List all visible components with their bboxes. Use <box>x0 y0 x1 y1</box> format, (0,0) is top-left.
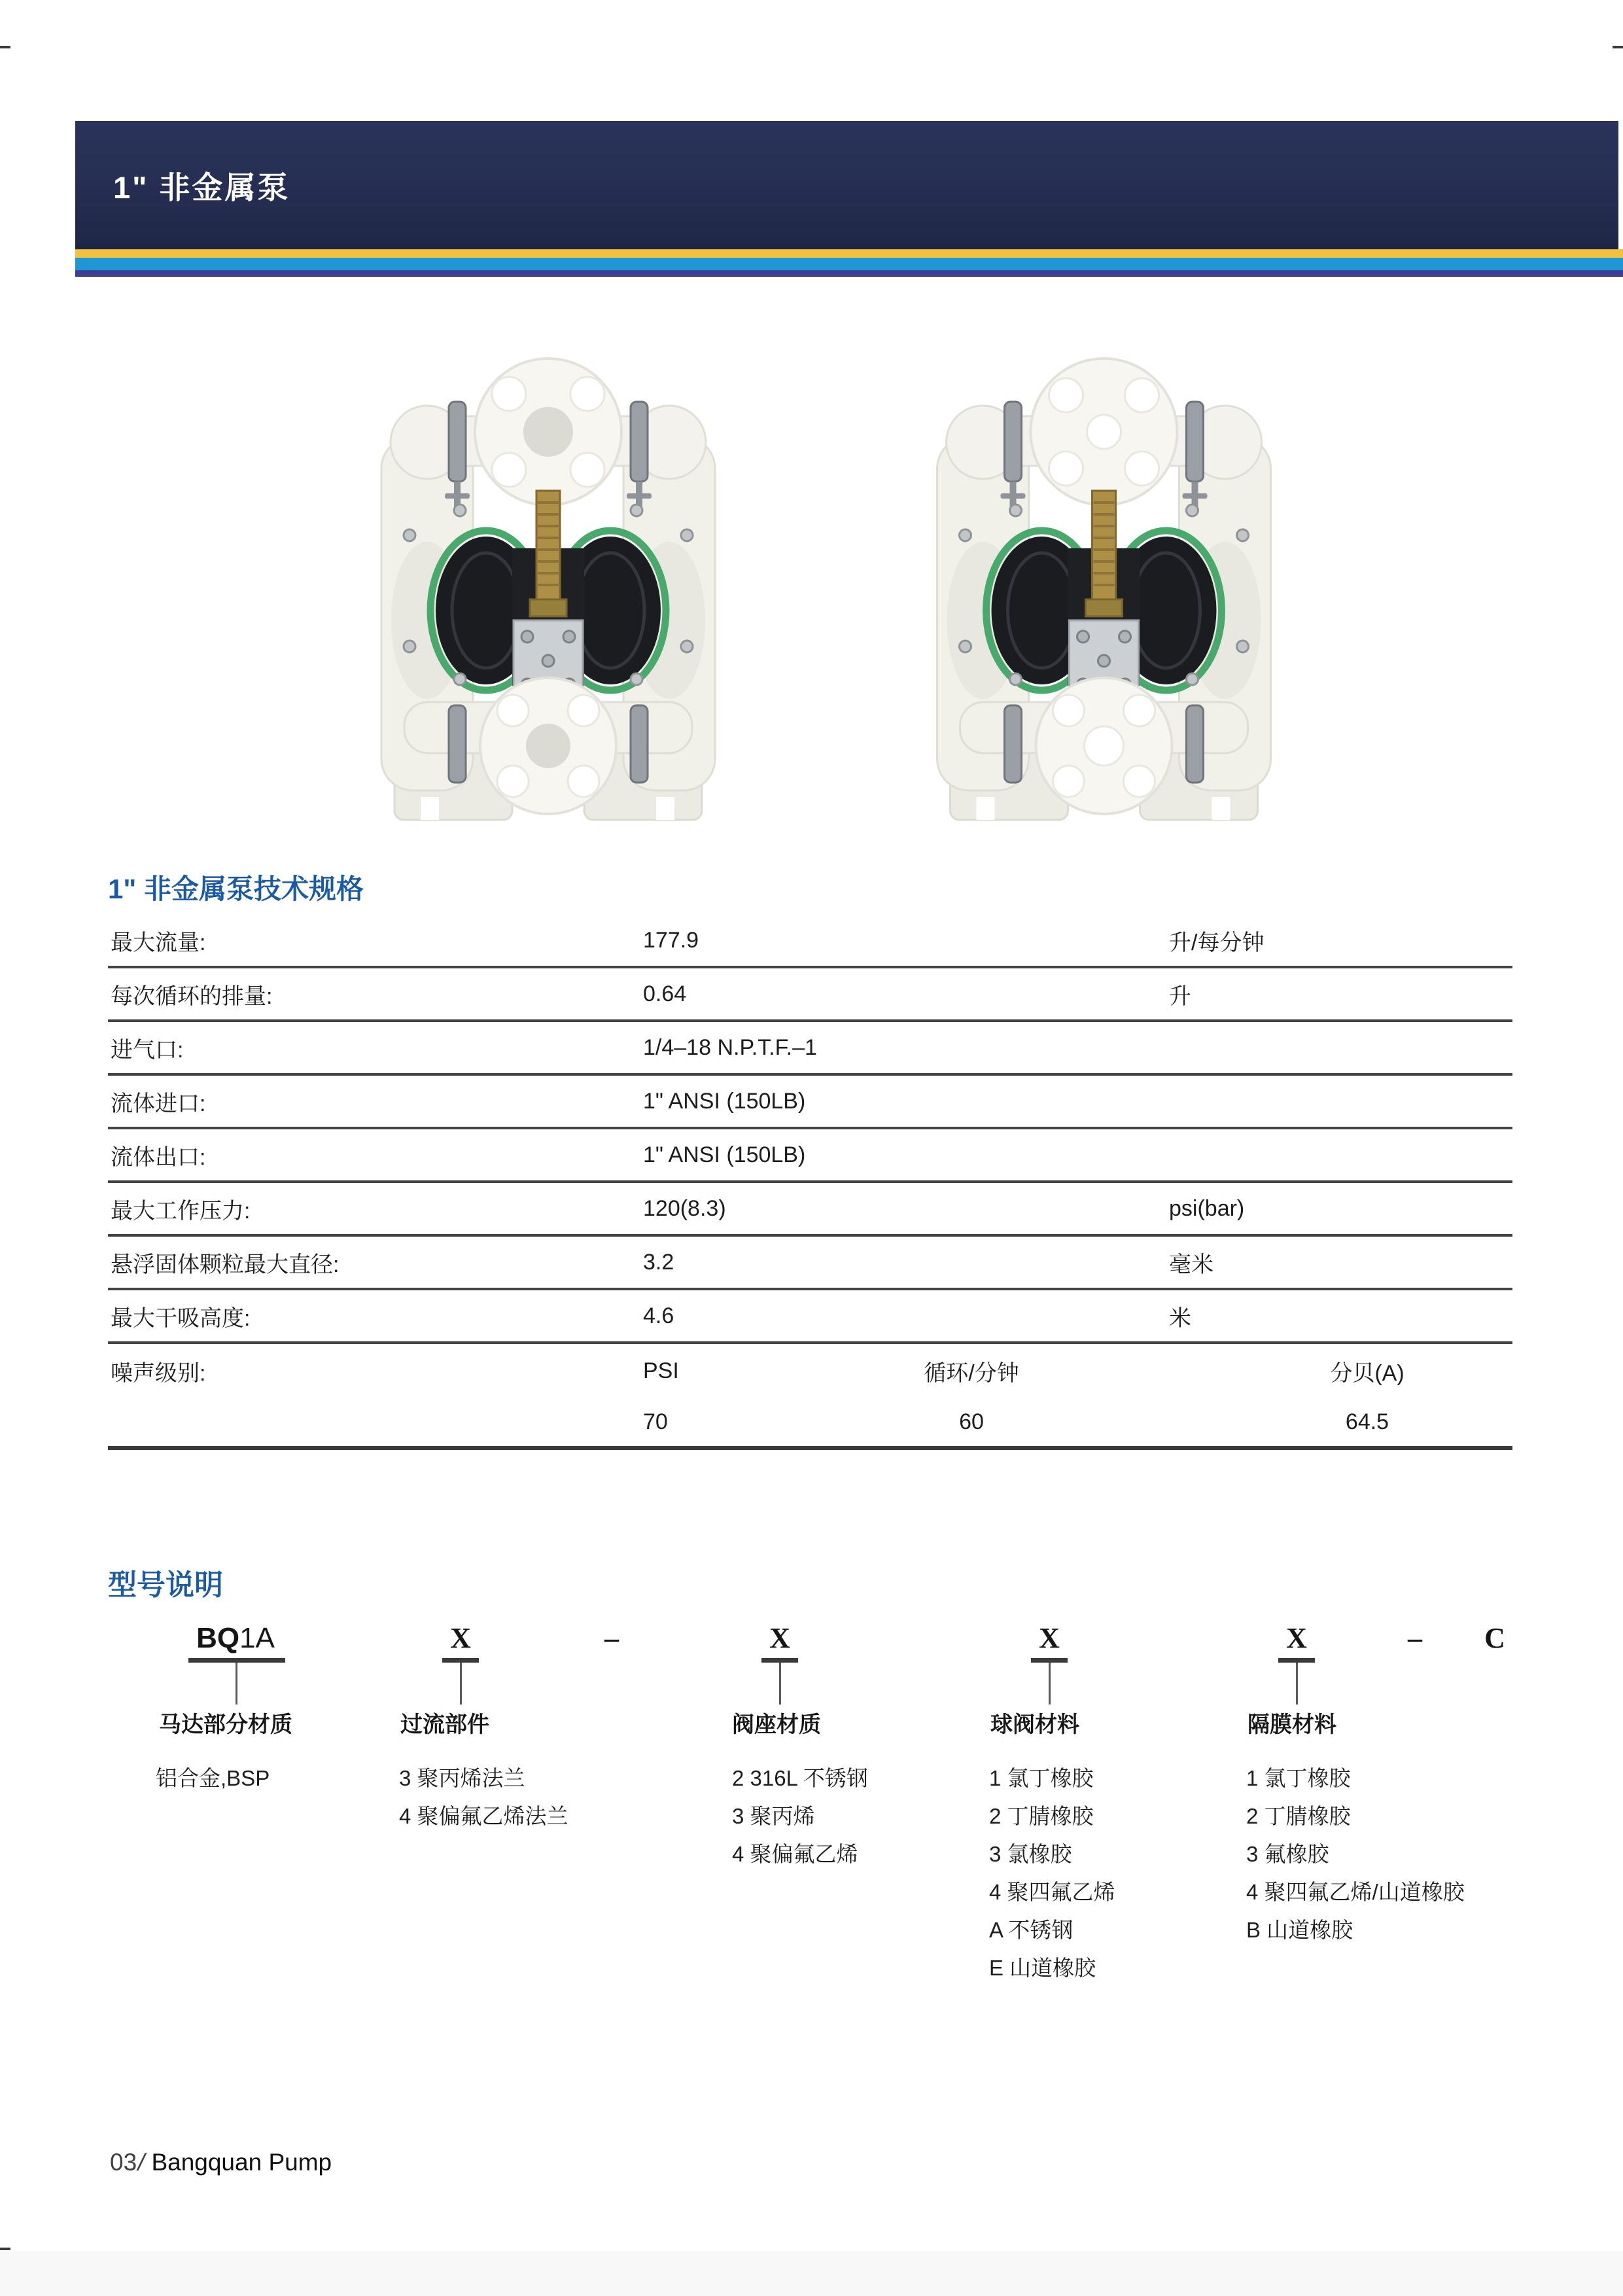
list-item: 4 聚偏氟乙烯 <box>732 1841 858 1866</box>
row-unit: 米 <box>1169 1305 1191 1331</box>
code-underline <box>761 1658 798 1663</box>
table-row <box>108 1022 1512 1076</box>
row-label: 噪声级别: <box>111 1360 206 1386</box>
group-label-wetted: 过流部件 <box>400 1712 489 1737</box>
noise-value-cycles: 60 <box>959 1409 984 1434</box>
row-value: 1/4–18 N.P.T.F.–1 <box>643 1034 817 1060</box>
row-unit: 毫米 <box>1169 1252 1213 1277</box>
crop-mark-top-right <box>1613 46 1623 48</box>
page-title: 1" 非金属泵 <box>113 169 290 205</box>
list-item: 3 氟橡胶 <box>1246 1841 1329 1866</box>
table-row-noise-values <box>108 1398 1512 1450</box>
row-label: 进气口: <box>111 1037 184 1063</box>
noise-col-psi: PSI <box>643 1358 679 1383</box>
list-item: 3 聚丙烯 <box>732 1803 815 1828</box>
list-item: 3 氯橡胶 <box>989 1841 1072 1866</box>
code-connector-line <box>779 1663 781 1704</box>
row-value: 3.2 <box>643 1249 674 1275</box>
code-connector-line <box>236 1663 237 1704</box>
row-label: 每次循环的排量: <box>111 983 273 1009</box>
model-code-suffix: C <box>1484 1622 1505 1654</box>
code-connector-line <box>1296 1663 1298 1704</box>
model-code-x3: X <box>1039 1622 1060 1654</box>
model-code-dash2: – <box>1408 1622 1422 1654</box>
list-item: 3 聚丙烯法兰 <box>399 1765 525 1790</box>
table-row <box>108 1290 1512 1344</box>
row-value: 4.6 <box>643 1303 674 1328</box>
table-row <box>108 915 1512 968</box>
table-row-noise-header <box>108 1344 1512 1398</box>
list-item: 铝合金,BSP <box>156 1765 270 1790</box>
model-code-x2: X <box>769 1622 790 1654</box>
pump-photo-left <box>358 339 738 823</box>
crop-mark-top-left <box>0 46 10 48</box>
page-footer <box>110 2147 332 2178</box>
table-row <box>108 1129 1512 1183</box>
options-motor <box>156 1757 270 1795</box>
table-row <box>108 968 1512 1022</box>
model-section-heading: 型号说明 <box>108 1569 223 1601</box>
pump-photo-right <box>906 339 1302 823</box>
group-label-seat: 阀座材质 <box>732 1712 821 1737</box>
table-row <box>108 1076 1512 1129</box>
model-code-dash1: – <box>604 1622 619 1654</box>
options-diaphragm <box>1246 1757 1465 1947</box>
code-underline <box>188 1658 285 1663</box>
footer-slash: / <box>135 2149 148 2176</box>
row-unit: 升/每分钟 <box>1169 930 1265 955</box>
options-wetted <box>399 1757 568 1833</box>
noise-value-psi: 70 <box>643 1409 668 1434</box>
code-connector-line <box>460 1663 462 1704</box>
accent-stripe-blue <box>75 258 1623 270</box>
code-connector-line <box>1049 1663 1051 1704</box>
list-item: 2 丁腈橡胶 <box>1246 1803 1351 1828</box>
group-label-motor: 马达部分材质 <box>159 1712 292 1737</box>
noise-col-cycles: 循环/分钟 <box>924 1360 1019 1386</box>
model-code-x1: X <box>450 1622 471 1654</box>
list-item: 1 氯丁橡胶 <box>989 1765 1094 1790</box>
code-rest: 1A <box>239 1622 275 1654</box>
row-value: 1" ANSI (150LB) <box>643 1142 806 1167</box>
row-value: 120(8.3) <box>643 1195 726 1221</box>
group-label-diaphragm: 隔膜材料 <box>1248 1712 1336 1737</box>
list-item: B 山道橡胶 <box>1246 1917 1353 1942</box>
spec-section-heading: 1" 非金属泵技术规格 <box>108 874 364 904</box>
row-label: 流体出口: <box>111 1144 206 1170</box>
code-prefix: BQ <box>196 1622 240 1654</box>
row-value: 0.64 <box>643 981 687 1006</box>
list-item: 4 聚四氟乙烯/山道橡胶 <box>1246 1879 1465 1904</box>
options-seat <box>732 1757 868 1871</box>
brand-name: Bangquan Pump <box>151 2149 332 2176</box>
row-label: 最大流量: <box>111 930 206 955</box>
page-number: 03 <box>110 2149 137 2176</box>
accent-stripe-indigo <box>75 270 1623 277</box>
options-ball <box>989 1757 1115 1985</box>
code-underline <box>1278 1658 1315 1663</box>
row-label: 最大工作压力: <box>111 1198 251 1224</box>
noise-col-decibel: 分贝(A) <box>1330 1360 1405 1386</box>
list-item: A 不锈钢 <box>989 1917 1073 1942</box>
group-label-ball: 球阀材料 <box>990 1712 1079 1737</box>
list-item: 4 聚四氟乙烯 <box>989 1879 1115 1904</box>
row-value: 177.9 <box>643 927 699 953</box>
row-unit: 升 <box>1169 983 1191 1009</box>
row-unit: psi(bar) <box>1169 1195 1245 1221</box>
list-item: 2 丁腈橡胶 <box>989 1803 1094 1828</box>
list-item: 1 氯丁橡胶 <box>1246 1765 1351 1790</box>
code-underline <box>442 1658 479 1663</box>
row-label: 最大干吸高度: <box>111 1305 251 1331</box>
spec-table <box>108 915 1512 1450</box>
crop-mark-bottom-left <box>0 2248 10 2250</box>
row-value: 1" ANSI (150LB) <box>643 1088 806 1114</box>
model-code-base <box>196 1621 275 1655</box>
table-row <box>108 1183 1512 1237</box>
accent-stripe-yellow <box>75 249 1623 258</box>
list-item: E 山道橡胶 <box>989 1955 1096 1980</box>
noise-value-decibel: 64.5 <box>1345 1409 1389 1434</box>
row-label: 悬浮固体颗粒最大直径: <box>111 1252 340 1277</box>
list-item: 2 316L 不锈钢 <box>732 1765 868 1790</box>
table-row <box>108 1237 1512 1290</box>
model-code-x4: X <box>1286 1622 1307 1654</box>
code-underline <box>1031 1658 1068 1663</box>
header-band <box>75 121 1618 249</box>
page-bottom-strip <box>0 2251 1623 2296</box>
list-item: 4 聚偏氟乙烯法兰 <box>399 1803 568 1828</box>
row-label: 流体进口: <box>111 1091 206 1116</box>
